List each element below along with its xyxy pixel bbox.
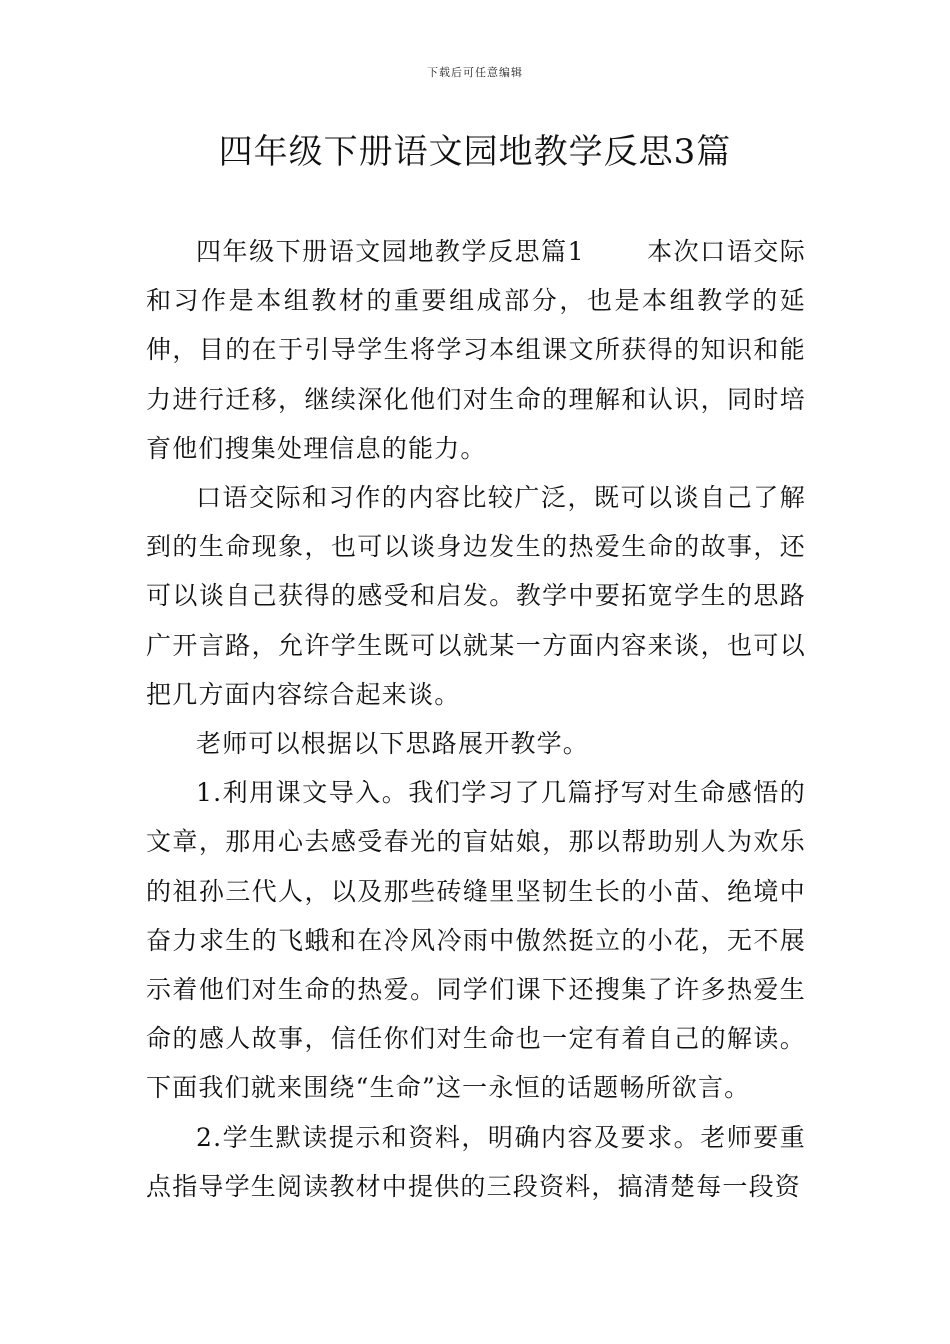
page-title: 四年级下册语文园地教学反思3篇 (218, 132, 732, 172)
header-note: 下载后可任意编辑 (427, 66, 523, 79)
paragraph-1 (146, 227, 806, 473)
paragraph-4: 1.利用课文导入。我们学习了几篇抒写对生命感悟的文章，那用心去感受春光的盲姑娘，那以帮助别人为欢乐的祖孙三代人，以及那些砖缝里坚韧生长的小苗、绝境中奋力求生的飞蛾和在冷风冷雨中傲然挺立的小花，无不展示着他们对生命的热爱。同学们课下还搜集了许多热爱生命的感人故事，信任你们对生命也一定有着自己的解读。下面我们就来围绕“生命”这一永恒的话题畅所欲言。 (146, 778, 806, 1103)
paragraph-1-heading: 四年级下册语文园地教学反思篇1 (196, 237, 585, 266)
paragraph-2: 口语交际和习作的内容比较广泛，既可以谈自己了解到的生命现象，也可以谈身边发生的热爱生命的故事，还可以谈自己获得的感受和启发。教学中要拓宽学生的思路广开言路，允许学生既可以就某一方面内容来谈，也可以把几方面内容综合起来谈。 (146, 483, 806, 709)
paragraph-1-body: 本次口语交际和习作是本组教材的重要组成部分，也是本组教学的延伸，目的在于引导学生将学习本组课文所获得的知识和能力进行迁移，继续深化他们对生命的理解和认识，同时培育他们搜集处理信息的能力。 (146, 237, 806, 463)
paragraph-5: 2.学生默读提示和资料，明确内容及要求。老师要重点指导学生阅读教材中提供的三段资料，搞清楚每一段资 (146, 1122, 806, 1201)
paragraph-3: 老师可以根据以下思路展开教学。 (196, 729, 590, 759)
document-body (146, 227, 806, 1211)
